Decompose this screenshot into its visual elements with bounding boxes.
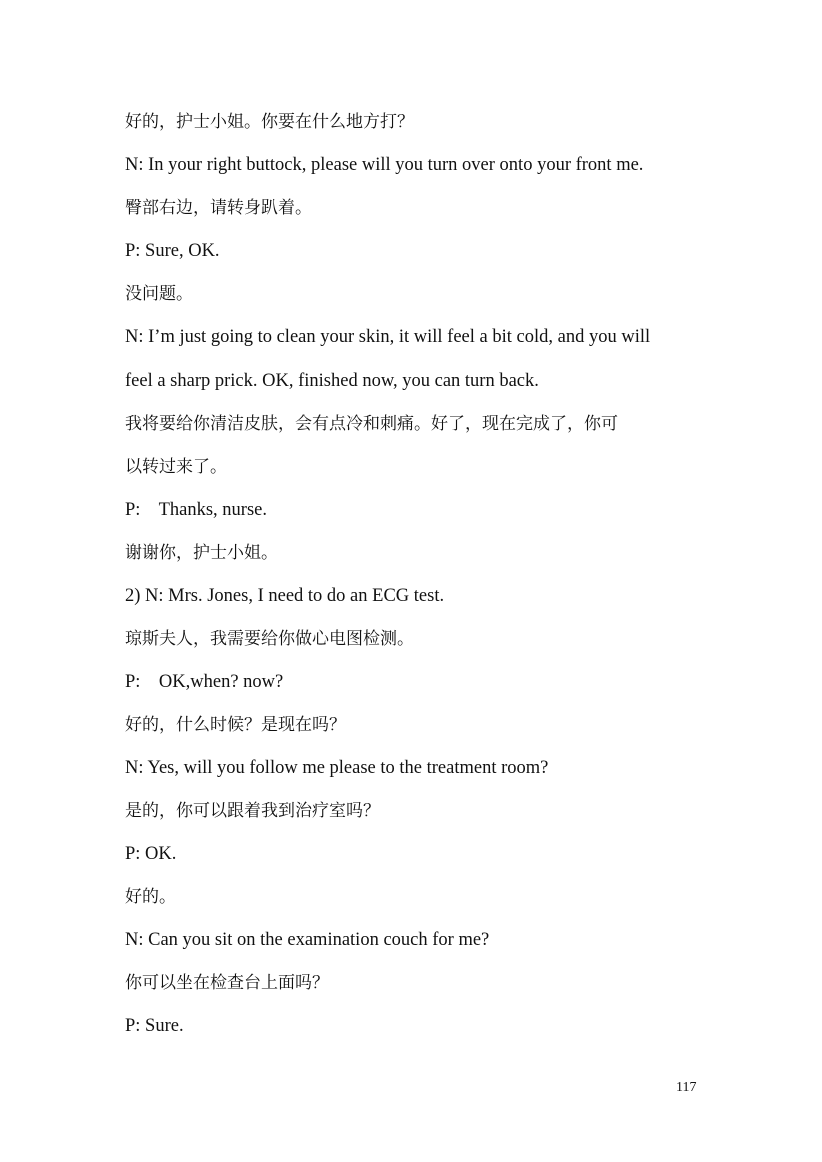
text-line-22: P: Sure. bbox=[125, 1016, 184, 1036]
text-line-17: 是的，你可以跟着我到治疗室吗？ bbox=[125, 801, 380, 821]
text-line-13: 琼斯夫人，我需要给你做心电图检测。 bbox=[125, 629, 414, 649]
text-line-9: 以转过来了。 bbox=[125, 457, 227, 477]
text-line-7: feel a sharp prick. OK, finished now, you can turn back. bbox=[125, 371, 539, 391]
text-line-16: N: Yes, will you follow me please to the treatment room? bbox=[125, 758, 549, 778]
text-line-2: N: In your right buttock, please will you turn over onto your front me. bbox=[125, 155, 644, 175]
text-line-21: 你可以坐在检查台上面吗？ bbox=[125, 973, 329, 993]
text-line-5: 没问题。 bbox=[125, 284, 193, 304]
text-line-11: 谢谢你，护士小姐。 bbox=[125, 543, 278, 563]
text-line-14: P: OK,when? now? bbox=[125, 672, 284, 692]
text-line-3: 臀部右边，请转身趴着。 bbox=[125, 198, 312, 218]
text-line-15: 好的，什么时候？是现在吗？ bbox=[125, 715, 346, 735]
page-number: 117 bbox=[676, 1080, 697, 1095]
text-line-20: N: Can you sit on the examination couch for me? bbox=[125, 930, 490, 950]
text-line-10: P: Thanks, nurse. bbox=[125, 500, 268, 520]
text-line-4: P: Sure, OK. bbox=[125, 241, 220, 261]
text-line-8: 我将要给你清洁皮肤，会有点冷和刺痛。好了，现在完成了，你可 bbox=[125, 414, 618, 434]
text-line-19: 好的。 bbox=[125, 887, 176, 907]
text-line-6: N: I’m just going to clean your skin, it will feel a bit cold, and you will bbox=[125, 327, 651, 347]
text-line-18: P: OK. bbox=[125, 844, 177, 864]
text-line-12: 2) N: Mrs. Jones, I need to do an ECG test. bbox=[125, 586, 445, 606]
text-line-1: 好的，护士小姐。你要在什么地方打？ bbox=[125, 112, 414, 132]
